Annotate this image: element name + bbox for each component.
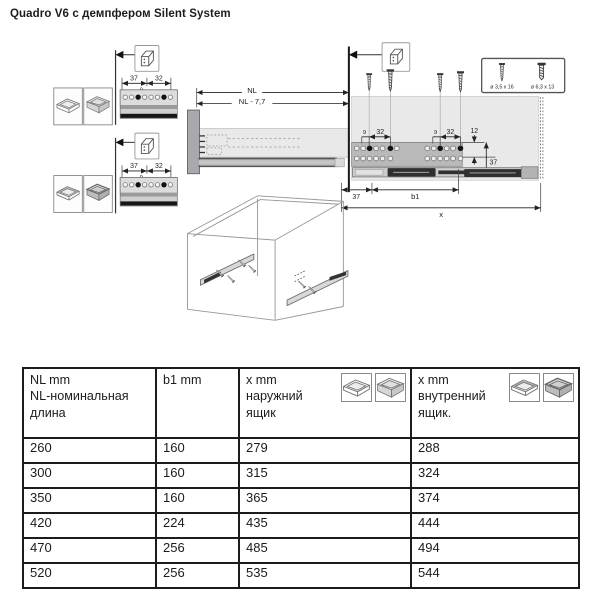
dim-9-label: 9 bbox=[362, 130, 367, 137]
closed-rail bbox=[199, 158, 345, 166]
cell-x-inner: 324 bbox=[411, 463, 579, 488]
technical-drawing bbox=[0, 28, 600, 360]
mounting-screw-icon bbox=[457, 72, 464, 92]
cut-edge-dashed bbox=[541, 97, 543, 180]
cell-nl: 260 bbox=[23, 438, 156, 463]
reference-flag-icon bbox=[349, 51, 357, 59]
mounting-illustration bbox=[187, 196, 347, 321]
dim-32-label: 32 bbox=[155, 163, 163, 171]
outer-drawer-open-icon bbox=[341, 373, 372, 402]
cell-b1: 160 bbox=[156, 463, 239, 488]
cell-b1: 256 bbox=[156, 563, 239, 588]
drawer-front-panel bbox=[187, 110, 199, 174]
cell-nl: 350 bbox=[23, 488, 156, 513]
reference-flag-icon bbox=[116, 138, 124, 146]
mounting-hole-band bbox=[352, 142, 464, 166]
cell-x-inner: 374 bbox=[411, 488, 579, 513]
main-side-view bbox=[187, 43, 564, 219]
cell-x-inner: 494 bbox=[411, 538, 579, 563]
dim-37-label: 37 bbox=[352, 194, 361, 202]
pictogram-outer-drawer-set bbox=[54, 88, 113, 125]
cell-x-outer: 485 bbox=[239, 538, 411, 563]
dim-32-label: 32 bbox=[376, 129, 385, 137]
dim-37-label: 37 bbox=[130, 163, 138, 171]
dim-32-label: 32 bbox=[155, 75, 163, 83]
header-b1: b1 mm bbox=[156, 368, 239, 438]
reference-flag-icon bbox=[116, 51, 124, 59]
mounting-screw-icon bbox=[366, 74, 372, 91]
cell-x-inner: 288 bbox=[411, 438, 579, 463]
rail-cross-section-2 bbox=[116, 133, 178, 213]
header-x-inner: x mm внутренний ящик. bbox=[411, 368, 579, 438]
cell-nl: 520 bbox=[23, 563, 156, 588]
drawer-runner bbox=[353, 167, 538, 179]
table-row bbox=[23, 488, 579, 513]
outer-drawer-box-icon bbox=[375, 373, 406, 402]
cell-b1: 256 bbox=[156, 538, 239, 563]
dim-nl-label: NL bbox=[247, 86, 257, 96]
dim-32-label: 32 bbox=[446, 129, 455, 137]
mounting-screw-icon bbox=[437, 74, 443, 92]
cell-nl: 470 bbox=[23, 538, 156, 563]
screw-legend bbox=[482, 58, 565, 92]
table-row bbox=[23, 538, 579, 563]
dim-37-label: 37 bbox=[130, 75, 138, 83]
pictogram-inner-drawer-set bbox=[54, 176, 113, 213]
dim-12-label: 12 bbox=[470, 128, 479, 136]
rail-cross-section-1 bbox=[116, 46, 178, 125]
table-row bbox=[23, 513, 579, 538]
cell-x-inner: 444 bbox=[411, 513, 579, 538]
cell-x-outer: 315 bbox=[239, 463, 411, 488]
cell-nl: 420 bbox=[23, 513, 156, 538]
header-nl: NL mm NL-номинальная длина bbox=[23, 368, 156, 438]
table-row bbox=[23, 438, 579, 463]
mounting-screw-icon bbox=[226, 274, 234, 282]
drill-mark-dashed bbox=[294, 271, 305, 282]
cell-x-outer: 365 bbox=[239, 488, 411, 513]
cell-x-inner: 544 bbox=[411, 563, 579, 588]
table-row bbox=[23, 563, 579, 588]
cell-nl: 300 bbox=[23, 463, 156, 488]
inner-drawer-box-icon bbox=[543, 373, 574, 402]
cell-x-outer: 279 bbox=[239, 438, 411, 463]
dimensions-table bbox=[22, 367, 580, 589]
dim-9-label: 9 bbox=[433, 130, 438, 137]
cell-b1: 160 bbox=[156, 438, 239, 463]
cell-x-outer: 435 bbox=[239, 513, 411, 538]
screw-small-label: ø 3,5 x 16 bbox=[490, 84, 514, 91]
mounting-screw-icon bbox=[387, 70, 394, 91]
dim-x-label: x bbox=[439, 210, 443, 220]
dim-37-label: 37 bbox=[489, 159, 498, 167]
cell-b1: 160 bbox=[156, 488, 239, 513]
dim-b1-label: b1 bbox=[411, 192, 420, 202]
cell-b1: 224 bbox=[156, 513, 239, 538]
table-header-row bbox=[23, 368, 579, 438]
inner-drawer-open-icon bbox=[509, 373, 540, 402]
page-title: Quadro V6 с демпфером Silent System bbox=[10, 8, 231, 20]
table-row bbox=[23, 463, 579, 488]
header-x-outer: x mm наружний ящик bbox=[239, 368, 411, 438]
dim-nl-minus-label: NL - 7,7 bbox=[238, 97, 266, 107]
screw-large-label: ø 6,3 x 13 bbox=[530, 84, 555, 91]
cell-x-outer: 535 bbox=[239, 563, 411, 588]
mounting-screw-icon bbox=[248, 264, 256, 272]
mounting-screw-icon bbox=[297, 280, 305, 288]
